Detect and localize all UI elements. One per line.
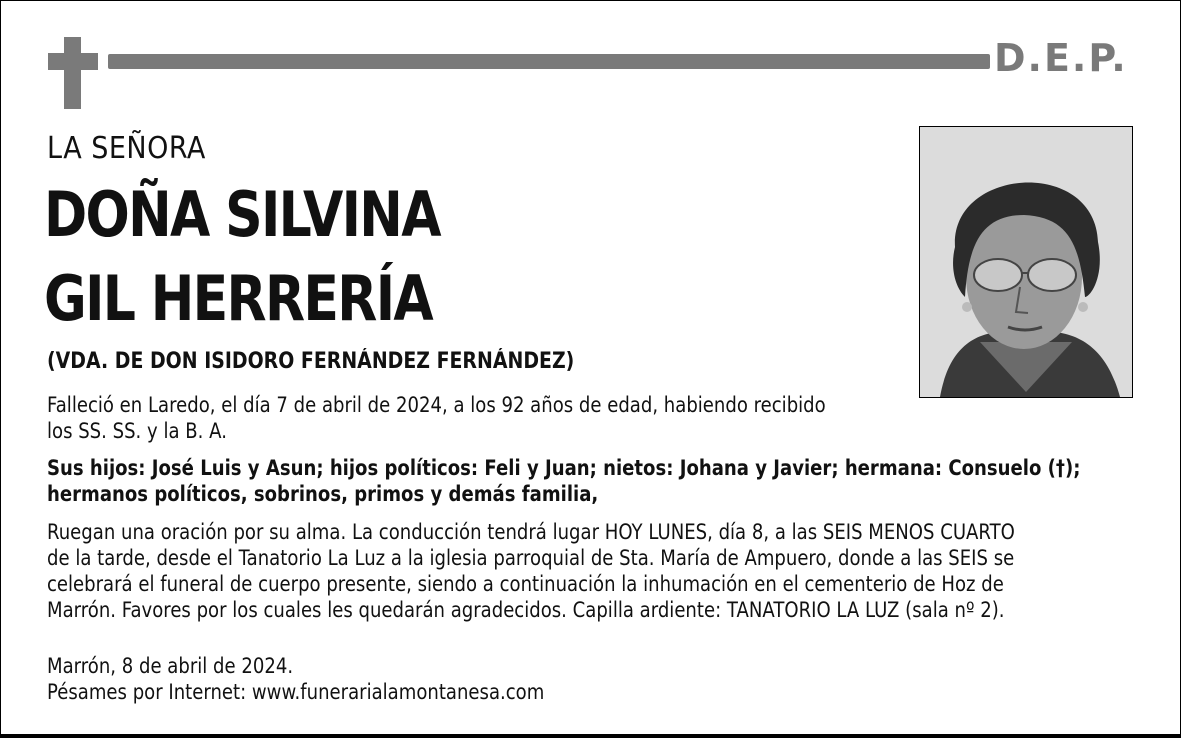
service-line: celebrará el funeral de cuerpo presente, siendo a continuación la inhumación en el cementerio de Hoz de bbox=[47, 572, 1004, 596]
death-notice-line: los SS. SS. y la B. A. bbox=[47, 419, 227, 443]
family-line: hermanos políticos, sobrinos, primos y demás familia, bbox=[47, 482, 599, 506]
deceased-name-line1: DOÑA SILVINA bbox=[44, 178, 440, 251]
honorific: LA SEÑORA bbox=[47, 131, 206, 166]
place-date: Marrón, 8 de abril de 2024. bbox=[47, 654, 294, 678]
widow-of: (VDA. DE DON ISIDORO FERNÁNDEZ FERNÁNDEZ) bbox=[47, 349, 575, 374]
header-rule bbox=[108, 54, 990, 69]
cross-icon-bar bbox=[48, 53, 98, 70]
service-line: de la tarde, desde el Tanatorio La Luz a la iglesia parroquial de Sta. María de Ampuero, donde a las SEIS se bbox=[47, 546, 1015, 570]
portrait-photo bbox=[919, 126, 1133, 398]
deceased-name-line2: GIL HERRERÍA bbox=[44, 262, 433, 335]
cross-icon bbox=[64, 37, 81, 109]
family-line: Sus hijos: José Luis y Asun; hijos políticos: Feli y Juan; nietos: Johana y Javier; hermana: Consuelo (†); bbox=[47, 456, 1081, 480]
service-line: Ruegan una oración por su alma. La conducción tendrá lugar HOY LUNES, día 8, a las SEIS MENOS CUARTO bbox=[47, 520, 1015, 544]
service-line: Marrón. Favores por los cuales les quedarán agradecidos. Capilla ardiente: TANATORIO LA LUZ (sala nº 2). bbox=[47, 598, 1005, 622]
dep-label: D.E.P. bbox=[994, 36, 1128, 80]
death-notice-line: Falleció en Laredo, el día 7 de abril de 2024, a los 92 años de edad, habiendo recibido bbox=[47, 393, 826, 417]
condolences-link[interactable]: Pésames por Internet: www.funerarialamontanesa.com bbox=[47, 680, 545, 704]
